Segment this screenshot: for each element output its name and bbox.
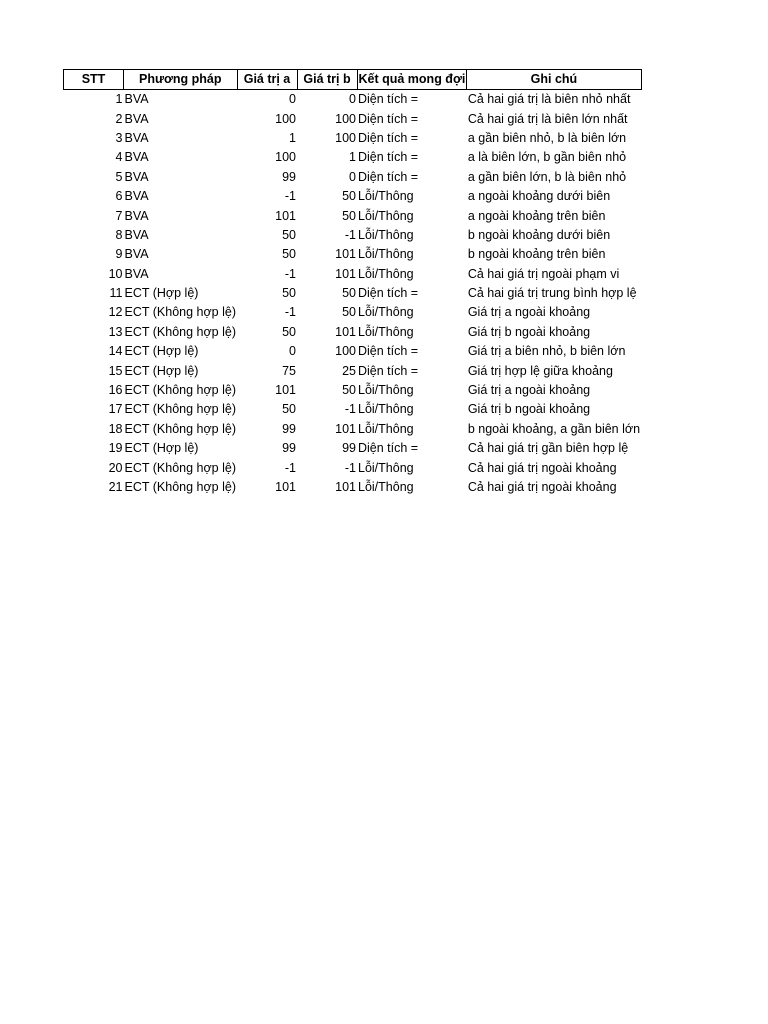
cell-method[interactable]: BVA bbox=[124, 92, 149, 107]
cell-value-b[interactable]: 100 bbox=[335, 344, 356, 359]
cell-value-b[interactable]: 101 bbox=[335, 247, 356, 262]
cell-note[interactable]: Cả hai giá trị là biên nhỏ nhất bbox=[467, 92, 631, 107]
table-row bbox=[64, 265, 642, 284]
spreadsheet bbox=[63, 69, 642, 497]
cell-stt[interactable]: 15 bbox=[108, 363, 123, 378]
cell-method[interactable]: BVA bbox=[124, 247, 149, 262]
cell-method[interactable]: ECT (Hợp lệ) bbox=[124, 286, 199, 301]
cell-value-b[interactable]: 0 bbox=[349, 92, 356, 107]
cell-method[interactable]: BVA bbox=[124, 189, 149, 204]
cell-value-a[interactable]: 100 bbox=[275, 150, 296, 165]
cell-method[interactable]: ECT (Không hợp lệ) bbox=[124, 305, 236, 320]
header-note[interactable]: Ghi chú bbox=[467, 70, 641, 90]
cell-value-b[interactable]: -1 bbox=[344, 460, 356, 475]
cell-stt[interactable]: 21 bbox=[108, 480, 123, 494]
cell-note[interactable]: a gần biên nhỏ, b là biên lớn bbox=[467, 130, 627, 145]
cell-value-a[interactable]: 0 bbox=[289, 344, 296, 359]
cell-method[interactable]: ECT (Hợp lệ) bbox=[124, 441, 199, 456]
table-row bbox=[64, 206, 642, 225]
cell-expected-result[interactable]: Diện tích = bbox=[358, 111, 419, 126]
cell-value-b[interactable]: 101 bbox=[335, 266, 356, 281]
cell-expected-result[interactable]: Lỗi/Thông bbox=[358, 480, 414, 494]
cell-value-b[interactable]: 101 bbox=[335, 324, 356, 339]
table-row bbox=[64, 168, 642, 187]
table-row bbox=[64, 361, 642, 380]
cell-stt[interactable]: 17 bbox=[108, 402, 123, 417]
cell-value-b[interactable]: 1 bbox=[349, 150, 356, 165]
cell-note[interactable]: Giá trị hợp lệ giữa khoảng bbox=[467, 363, 613, 378]
cell-value-a[interactable]: 50 bbox=[282, 247, 296, 262]
cell-expected-result[interactable]: Lỗi/Thông bbox=[358, 383, 414, 398]
cell-value-a[interactable]: -1 bbox=[284, 266, 296, 281]
cell-method[interactable]: ECT (Không hợp lệ) bbox=[124, 324, 236, 339]
cell-value-b[interactable]: -1 bbox=[344, 402, 356, 417]
cell-expected-result[interactable]: Diện tích = bbox=[358, 344, 419, 359]
cell-value-b[interactable]: 50 bbox=[342, 208, 356, 223]
cell-value-b[interactable]: 50 bbox=[342, 305, 356, 320]
table-row bbox=[64, 245, 642, 264]
table-row bbox=[64, 342, 642, 361]
cell-note[interactable]: Cả hai giá trị ngoài phạm vi bbox=[467, 266, 620, 281]
cell-method[interactable]: BVA bbox=[124, 150, 149, 165]
cell-expected-result[interactable]: Lỗi/Thông bbox=[358, 208, 414, 223]
cell-stt[interactable]: 8 bbox=[115, 227, 123, 242]
cell-note[interactable]: Cả hai giá trị gần biên hợp lệ bbox=[467, 441, 629, 456]
cell-value-a[interactable]: 50 bbox=[282, 286, 296, 301]
cell-note[interactable]: Giá trị a ngoài khoảng bbox=[467, 305, 591, 320]
header-value-a[interactable]: Giá trị a bbox=[237, 70, 297, 90]
cell-note[interactable]: Giá trị a biên nhỏ, b biên lớn bbox=[467, 344, 626, 359]
cell-stt[interactable]: 10 bbox=[108, 266, 123, 281]
cell-expected-result[interactable]: Lỗi/Thông bbox=[358, 227, 414, 242]
cell-value-b[interactable]: 101 bbox=[335, 421, 356, 436]
cell-method[interactable]: ECT (Không hợp lệ) bbox=[124, 421, 236, 436]
table-row bbox=[64, 226, 642, 245]
cell-method[interactable]: BVA bbox=[124, 208, 149, 223]
cell-stt[interactable]: 5 bbox=[115, 169, 123, 184]
cell-expected-result[interactable]: Diện tích = bbox=[358, 92, 419, 107]
cell-expected-result[interactable]: Lỗi/Thông bbox=[358, 305, 414, 320]
cell-stt[interactable]: 1 bbox=[115, 92, 123, 107]
header-method[interactable]: Phương pháp bbox=[124, 70, 238, 90]
cell-expected-result[interactable]: Diện tích = bbox=[358, 441, 419, 456]
cell-note[interactable]: Cả hai giá trị trung bình hợp lệ bbox=[467, 286, 637, 301]
cell-method[interactable]: ECT (Không hợp lệ) bbox=[124, 460, 236, 475]
table-row bbox=[64, 148, 642, 167]
cell-value-b[interactable]: 99 bbox=[342, 441, 356, 456]
cell-expected-result[interactable]: Lỗi/Thông bbox=[358, 247, 414, 262]
table-row bbox=[64, 400, 642, 419]
cell-value-a[interactable]: 1 bbox=[289, 130, 296, 145]
cell-stt[interactable]: 2 bbox=[115, 111, 123, 126]
cell-note[interactable]: Cả hai giá trị ngoài khoảng bbox=[467, 480, 617, 494]
cell-expected-result[interactable]: Diện tích = bbox=[358, 130, 419, 145]
cell-stt[interactable]: 4 bbox=[115, 150, 123, 165]
cell-value-a[interactable]: 101 bbox=[275, 480, 296, 494]
cell-method[interactable]: BVA bbox=[124, 169, 149, 184]
cell-note[interactable]: Cả hai giá trị là biên lớn nhất bbox=[467, 111, 628, 126]
table-row bbox=[64, 478, 642, 497]
cell-stt[interactable]: 13 bbox=[108, 324, 123, 339]
cell-value-a[interactable]: 50 bbox=[282, 402, 296, 417]
cell-stt[interactable]: 14 bbox=[108, 344, 123, 359]
cell-value-a[interactable]: 101 bbox=[275, 208, 296, 223]
cell-expected-result[interactable]: Lỗi/Thông bbox=[358, 324, 414, 339]
cell-value-b[interactable]: 50 bbox=[342, 383, 356, 398]
cell-expected-result[interactable]: Diện tích = bbox=[358, 363, 419, 378]
cell-method[interactable]: BVA bbox=[124, 227, 149, 242]
header-row bbox=[64, 70, 642, 90]
cell-expected-result[interactable]: Diện tích = bbox=[358, 150, 419, 165]
cell-value-b[interactable]: 100 bbox=[335, 111, 356, 126]
cell-expected-result[interactable]: Diện tích = bbox=[358, 169, 419, 184]
cell-stt[interactable]: 3 bbox=[115, 130, 123, 145]
cell-value-b[interactable]: 101 bbox=[335, 480, 356, 494]
cell-value-a[interactable]: -1 bbox=[284, 305, 296, 320]
header-expected-result[interactable]: Kết quả mong đợi bbox=[357, 70, 467, 90]
table-row bbox=[64, 129, 642, 148]
cell-value-a[interactable]: 50 bbox=[282, 227, 296, 242]
cell-expected-result[interactable]: Lỗi/Thông bbox=[358, 189, 414, 204]
cell-value-a[interactable]: 75 bbox=[282, 363, 296, 378]
cell-value-a[interactable]: -1 bbox=[284, 189, 296, 204]
table-row bbox=[64, 284, 642, 303]
cell-stt[interactable]: 11 bbox=[109, 286, 123, 301]
cell-value-a[interactable]: 99 bbox=[282, 421, 296, 436]
cell-value-a[interactable]: 0 bbox=[289, 92, 296, 107]
cell-stt[interactable]: 19 bbox=[108, 441, 123, 456]
cell-stt[interactable]: 9 bbox=[115, 247, 123, 262]
cell-value-a[interactable]: -1 bbox=[284, 460, 296, 475]
cell-value-a[interactable]: 99 bbox=[282, 441, 296, 456]
cell-note[interactable]: a ngoài khoảng dưới biên bbox=[467, 189, 611, 204]
cell-method[interactable]: ECT (Không hợp lệ) bbox=[124, 402, 236, 417]
cell-method[interactable]: ECT (Hợp lệ) bbox=[124, 363, 199, 378]
cell-note[interactable]: a ngoài khoảng trên biên bbox=[467, 208, 606, 223]
cell-value-b[interactable]: 50 bbox=[342, 286, 356, 301]
table-row bbox=[64, 109, 642, 128]
cell-value-a[interactable]: 99 bbox=[282, 169, 296, 184]
cell-stt[interactable]: 7 bbox=[115, 208, 123, 223]
cell-method[interactable]: BVA bbox=[124, 130, 149, 145]
cell-value-a[interactable]: 50 bbox=[282, 324, 296, 339]
cell-value-b[interactable]: 0 bbox=[349, 169, 356, 184]
table-row bbox=[64, 420, 642, 439]
cell-method[interactable]: BVA bbox=[124, 266, 149, 281]
table-row bbox=[64, 90, 642, 110]
cell-stt[interactable]: 6 bbox=[115, 189, 123, 204]
cell-value-b[interactable]: 100 bbox=[335, 130, 356, 145]
cell-method[interactable]: ECT (Hợp lệ) bbox=[124, 344, 199, 359]
cell-method[interactable]: ECT (Không hợp lệ) bbox=[124, 383, 236, 398]
cell-note[interactable]: b ngoài khoảng dưới biên bbox=[467, 227, 611, 242]
cell-stt[interactable]: 12 bbox=[108, 305, 123, 320]
cell-value-b[interactable]: 50 bbox=[342, 189, 356, 204]
cell-stt[interactable]: 20 bbox=[108, 460, 123, 475]
test-case-table bbox=[63, 69, 642, 497]
table-row bbox=[64, 187, 642, 206]
cell-note[interactable]: Giá trị a ngoài khoảng bbox=[467, 383, 591, 398]
table-row bbox=[64, 323, 642, 342]
table-row bbox=[64, 303, 642, 322]
cell-value-b[interactable]: -1 bbox=[344, 227, 356, 242]
cell-stt[interactable]: 16 bbox=[108, 383, 123, 398]
cell-note[interactable]: b ngoài khoảng trên biên bbox=[467, 247, 606, 262]
cell-note[interactable]: Giá trị b ngoài khoảng bbox=[467, 402, 591, 417]
cell-note[interactable]: Cả hai giá trị ngoài khoảng bbox=[467, 460, 617, 475]
cell-note[interactable]: a gần biên lớn, b là biên nhỏ bbox=[467, 169, 627, 184]
cell-value-a[interactable]: 100 bbox=[275, 111, 296, 126]
cell-note[interactable]: a là biên lớn, b gần biên nhỏ bbox=[467, 150, 627, 165]
cell-expected-result[interactable]: Lỗi/Thông bbox=[358, 266, 414, 281]
table-row bbox=[64, 439, 642, 458]
cell-method[interactable]: ECT (Không hợp lệ) bbox=[124, 480, 236, 494]
cell-stt[interactable]: 18 bbox=[108, 421, 123, 436]
cell-value-a[interactable]: 101 bbox=[275, 383, 296, 398]
table-row bbox=[64, 381, 642, 400]
header-stt[interactable]: STT bbox=[64, 70, 124, 90]
cell-expected-result[interactable]: Lỗi/Thông bbox=[358, 402, 414, 417]
cell-value-b[interactable]: 25 bbox=[342, 363, 356, 378]
cell-expected-result[interactable]: Diện tích = bbox=[358, 286, 419, 301]
cell-note[interactable]: Giá trị b ngoài khoảng bbox=[467, 324, 591, 339]
cell-expected-result[interactable]: Lỗi/Thông bbox=[358, 460, 414, 475]
header-value-b[interactable]: Giá trị b bbox=[297, 70, 357, 90]
table-row bbox=[64, 458, 642, 477]
cell-expected-result[interactable]: Lỗi/Thông bbox=[358, 421, 414, 436]
cell-note[interactable]: b ngoài khoảng, a gần biên lớn bbox=[467, 421, 641, 436]
table-body bbox=[64, 90, 642, 498]
cell-method[interactable]: BVA bbox=[124, 111, 149, 126]
